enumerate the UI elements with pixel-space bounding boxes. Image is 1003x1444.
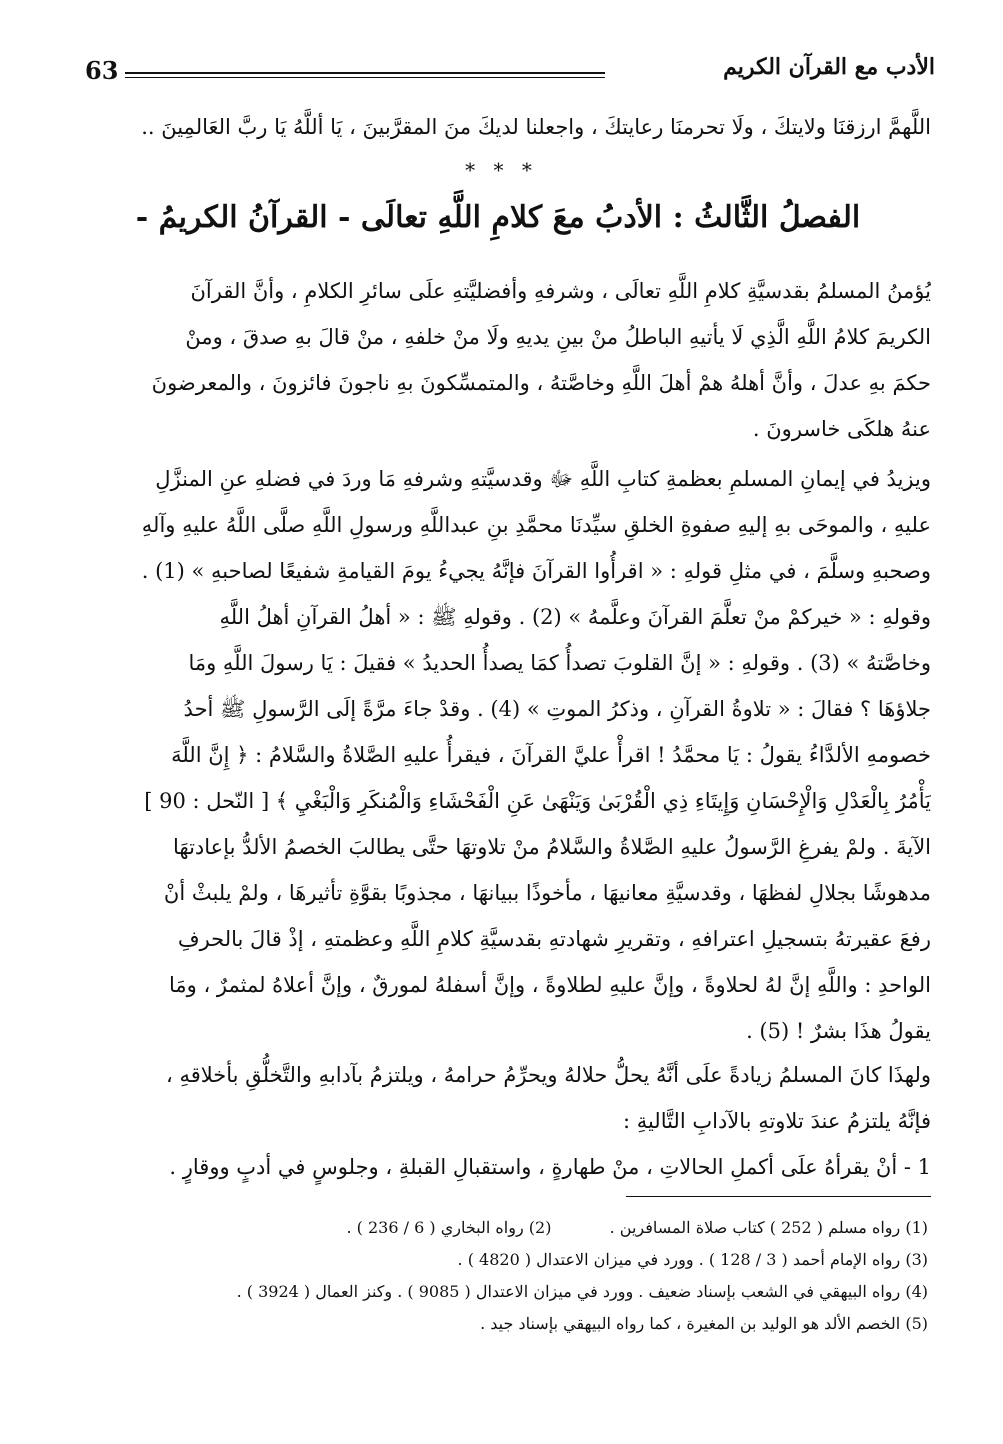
text-line: 1 - أنْ يقرأهُ علَى أكملِ الحالاتِ ، منْ طهارةٍ ، واستقبالِ القبلةِ ، وجلوسٍ في أدبٍ ووقارٍ . [169,1155,931,1179]
footnote-3: (3) رواه الإمام أحمد ( 3 / 128 ) . وورد في ميزان الاعتدال ( 4820 ) . [457,1250,928,1269]
footnote-row [68,1212,928,1244]
page-header [85,46,935,90]
header-rule-thin [125,77,605,78]
paragraph-1 [63,268,931,452]
chapter-title: الفصلُ الثَّالثُ : الأدبُ معَ كلامِ اللَّهِ تعالَى - القرآنُ الكريمُ - [135,200,861,235]
text-line: مدهوشًا بجلالِ لفظهَا ، وقدسيَّةِ معانيهَا ، مأخوذًا ببيانهَا ، مجذوبًا بقوَّةِ تأثيرهَا ، ولمْ يلبثْ أنْ [163,881,931,905]
text-line: حكمَ بهِ عدلَ ، وأنَّ أهلهُ همْ أهلَ اللَّهِ وخاصَّتهُ ، والمتمسِّكونَ بهِ ناجونَ فائزونَ ، والمعرضونَ [151,371,931,395]
text-line: رفعَ عقيرتهُ بتسجيلِ اعترافهِ ، وتقريرِ شهادتهِ بقدسيَّةِ كلامِ اللَّهِ وعظمتهِ ، إذْ قالَ بالحرفِ [177,927,931,951]
paragraph-2 [63,456,931,1054]
paragraph-3 [63,1052,931,1144]
list-item-1 [63,1144,931,1190]
text-line: عليهِ ، والموحَى بهِ إليهِ صفوةِ الخلقِ سيِّدنَا محمَّدِ بنِ عبداللَّهِ ورسولِ اللَّهِ صلَّى اللَّهُ عليهِ وآلهِ [141,513,931,537]
text-line: الواحدِ : واللَّهِ إنَّ لهُ لحلاوةً ، وإنَّ عليهِ لطلاوةً ، وإنَّ أسفلهُ لمورقٌ ، وإنَّ أعلاهُ لمثمرٌ ، ومَا [168,973,931,997]
text-line: فإنَّهُ يلتزمُ عندَ تلاوتهِ بالآدابِ التَّاليةِ : [622,1109,931,1133]
section-separator: * * * [465,158,538,182]
footnotes [68,1212,928,1340]
text-line: وقولهِ : « خيركمْ منْ تعلَّمَ القرآنَ وعلَّمهُ » (2) . وقولهِ ﷺ : « أهلُ القرآنِ أهلُ اللَّهِ [219,605,931,629]
text-line: عنهُ هلكَى خاسرونَ . [752,417,931,441]
text-line: وصحبهِ وسلَّمَ ، في مثلِ قولهِ : « اقرأُوا القرآنَ فإنَّهُ يجيءُ يومَ القيامةِ شفيعًا لصاحبهِ » (1) . [141,559,931,583]
text-line: ويزيدُ في إيمانِ المسلمِ بعظمةِ كتابِ اللَّهِ ﷻ وقدسيَّتهِ وشرفهِ مَا وردَ في فضلهِ عنِ المنزَّلِ [155,467,931,491]
text-line: خصومهِ الألدَّاءُ يقولُ : يَا محمَّدُ ! اقرأْ عليَّ القرآنَ ، فيقرأُ عليهِ الصَّلاةُ والسَّلامُ : ﴿ إِنَّ اللَّهَ [171,743,931,767]
intro-paragraph [63,104,931,150]
footnote-4: (4) رواه البيهقي في الشعب بإسناد ضعيف . وورد في ميزان الاعتدال ( 9085 ) . وكنز العمال ( 3924 ) . [236,1282,928,1301]
text-line: جلاؤهَا ؟ فقالَ : « تلاوةُ القرآنِ ، وذكرُ الموتِ » (4) . وقدْ جاءَ مرَّةً إلَى الرَّسولِ ﷺ أحدُ [183,697,931,721]
text-line: ولهذَا كانَ المسلمُ زيادةً علَى أنَّهُ يحلُّ حلالهُ ويحرِّمُ حرامهُ ، ويلتزمُ بآدابهِ والتَّخلُّقِ بأخلاقهِ ، [166,1063,931,1087]
header-rule [125,72,605,74]
text-line: يُؤمنُ المسلمُ بقدسيَّةِ كلامِ اللَّهِ تعالَى ، وشرفهِ وأفضليَّتهِ علَى سائرِ الكلامِ ، وأنَّ القرآنَ [190,279,931,303]
footnote-1: (1) رواه مسلم ( 252 ) كتاب صلاة المسافرين . [609,1218,928,1237]
running-title: الأدب مع القرآن الكريم [723,54,935,80]
text-line: وخاصَّتهُ » (3) . وقولهِ : « إنَّ القلوبَ تصدأُ كمَا يصدأُ الحديدُ » فقيلَ : يَا رسولَ اللَّهِ ومَا [188,651,931,675]
footnote-2: (2) رواه البخاري ( 6 / 236 ) . [346,1218,552,1237]
text-line: الآيةَ . ولمْ يفرغِ الرَّسولُ عليهِ الصَّلاةُ والسَّلامُ منْ تلاوتهَا حتَّى يطالبَ الخصمُ الألدُّ بإعادتهَا [173,835,931,859]
text-line: الكريمَ كلامُ اللَّهِ الَّذِي لَا يأتيهِ الباطلُ منْ بينِ يديهِ ولَا منْ خلفهِ ، منْ قالَ بهِ صدقَ ، ومنْ [185,325,931,349]
text-line: اللَّهمَّ ارزقنَا ولايتكَ ، ولَا تحرمنَا رعايتكَ ، واجعلنا لديكَ منَ المقرَّبينَ ، يَا أللَّهُ يَا ربَّ العَالمِينَ .. [141,115,931,139]
text-line: يقولُ هذَا بشرٌ ! (5) . [746,1019,931,1043]
footnote-5: (5) الخصم الألد هو الوليد بن المغيرة ، كما رواه البيهقي بإسناد جيد . [480,1314,928,1333]
page-number: 63 [85,56,119,85]
quran-verse-line: يَأْمُرُ بِالْعَدْلِ وَالْإِحْسَانِ وَإِيتَاءِ ذِي الْقُرْبَىٰ وَيَنْهَىٰ عَنِ الْفَحْشَاءِ وَالْمُنكَرِ وَالْبَغْيِ ﴾ [ النّحل : 90 ] [144,789,931,813]
footnote-divider [626,1196,931,1197]
